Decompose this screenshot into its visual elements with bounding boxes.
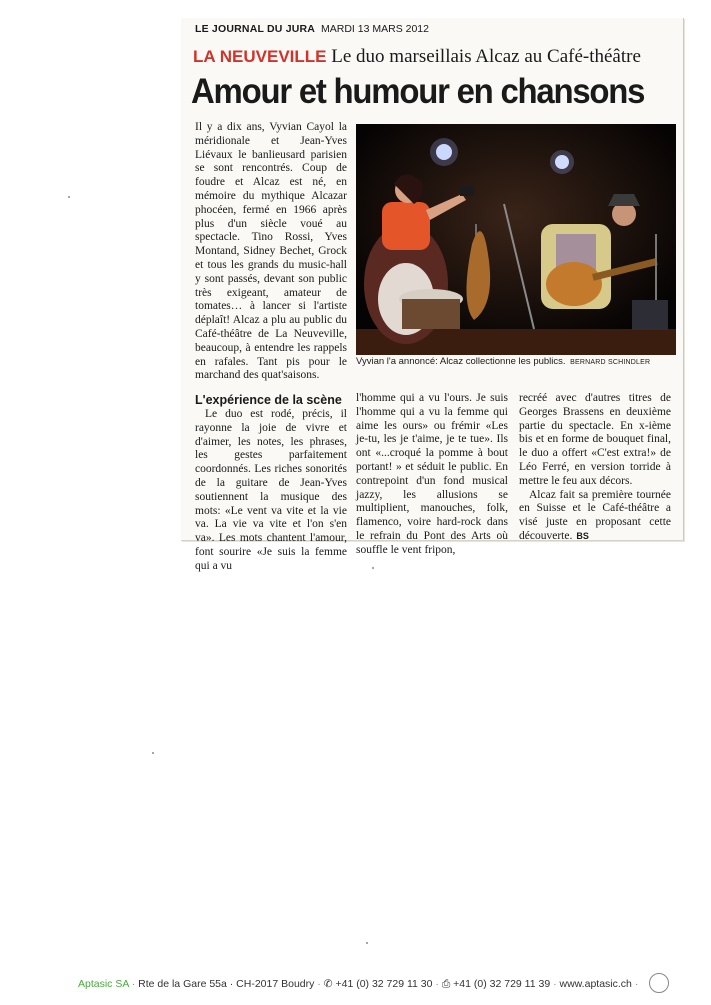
- page-footer: [78, 974, 658, 994]
- scan-speck: [372, 567, 374, 569]
- newspaper-clipping: [181, 18, 684, 572]
- body-paragraph: l'homme qui a vu l'ours. Je suis l'homme qui a vu la femme qui aime les ours» ou frémir «Les je-tu, les je t'aime, je te tue». Ils ont «...croqué la pomme à bout portant! » et séduit le public. En contrepoint d'un fond musical jazzy, les allusions se multiplient, manouches, folk, flamenco, voire hard-rock dans le refrain du Pont des Arts où souffle le vent fripon,: [356, 392, 508, 556]
- intro-paragraph: Il y a dix ans, Vyvian Cayol la méridionale et Jean-Yves Liévaux le banlieusard parisien se sont rencontrés. Coup de foudre et Alcaz est né, en mémoire du mythique Alcazar phocéen, fermé en 1966 après plus d'un siècle voué au spectacle. Tino Rossi, Yves Montand, Sidney Bechet, Grock et tous les grands du music-hall y sont passés, devant son public très exigeant, amateur de tomates… à lancer si l'artiste déplaît! Alcaz a plu au public du Café-théâtre de La Neuveville, beaucoup, à entendre les rappels en rafales. Tant pis pour le marchand des quat'saisons.: [195, 121, 347, 382]
- concert-photo: [356, 124, 676, 355]
- caption-text: Vyvian l'a annoncé: Alcaz collectionne les publics.: [356, 356, 566, 367]
- separator-dot: ·: [435, 978, 439, 990]
- footer-fax: +41 (0) 32 729 11 39: [453, 978, 551, 990]
- body-column-1: [195, 408, 347, 572]
- body-paragraph-final: [519, 489, 671, 544]
- footer-address: Rte de la Gare 55a · CH-2017 Boudry: [138, 978, 315, 990]
- photo-credit: BERNARD SCHINDLER: [570, 359, 651, 366]
- footer-phone: +41 (0) 32 729 11 30: [335, 978, 433, 990]
- article-intro: [195, 121, 347, 381]
- separator-dot: ·: [317, 978, 321, 990]
- body-paragraph: Le duo est rodé, précis, il rayonne la joie de vivre et d'aimer, les notes, les phrases, les gestes parfaitement coordonnés. Les riches sonorités de la guitare de Jean-Yves soutiennent la musique des mots: «Le vent va vite et la vie va. La vie va vite et l'on s'en va». Les mots chantent l'amour, font sourire «Je suis la femme qui a vu: [195, 408, 347, 572]
- footer-company: Aptasic SA: [78, 978, 129, 990]
- photo-caption: [356, 356, 676, 369]
- author-signature: BS: [576, 530, 589, 541]
- separator-dot: ·: [131, 978, 136, 990]
- kicker-text: Le duo marseillais Alcaz au Café-théâtre: [331, 46, 641, 67]
- phone-icon: ✆: [323, 978, 333, 990]
- article-headline: Amour et humour en chansons: [191, 72, 645, 111]
- final-sentence: Alcaz fait sa première tournée en Suisse et le Café-théâtre a visé juste en proposant cette découverte.: [519, 488, 671, 542]
- company-logo-icon: [649, 973, 669, 993]
- scan-speck: [68, 196, 70, 198]
- body-column-2: [356, 392, 508, 556]
- fax-icon: ⎙: [441, 978, 451, 990]
- publication-date: MARDI 13 MARS 2012: [321, 23, 429, 35]
- separator-dot: ·: [553, 978, 557, 990]
- scan-speck: [366, 942, 368, 944]
- separator-dot: ·: [634, 978, 639, 990]
- scan-speck: [152, 752, 154, 754]
- body-paragraph: recréé avec d'autres titres de Georges Brassens en deuxième partie du spectacle. En x-ième bis et en forme de bouquet final, le duo a offert «C'est extra!» de Léo Ferré, en version torride à mettre le feu aux décors.: [519, 392, 671, 487]
- masthead: [195, 22, 429, 36]
- section-subhead: L'expérience de la scène: [195, 393, 342, 407]
- footer-website[interactable]: www.aptasic.ch: [559, 978, 632, 990]
- body-column-3: [519, 392, 671, 542]
- kicker-place: LA NEUVEVILLE: [193, 47, 327, 66]
- concert-photo-illustration: [356, 124, 676, 355]
- article-kicker: [193, 46, 641, 68]
- newspaper-name: LE JOURNAL DU JURA: [195, 23, 316, 35]
